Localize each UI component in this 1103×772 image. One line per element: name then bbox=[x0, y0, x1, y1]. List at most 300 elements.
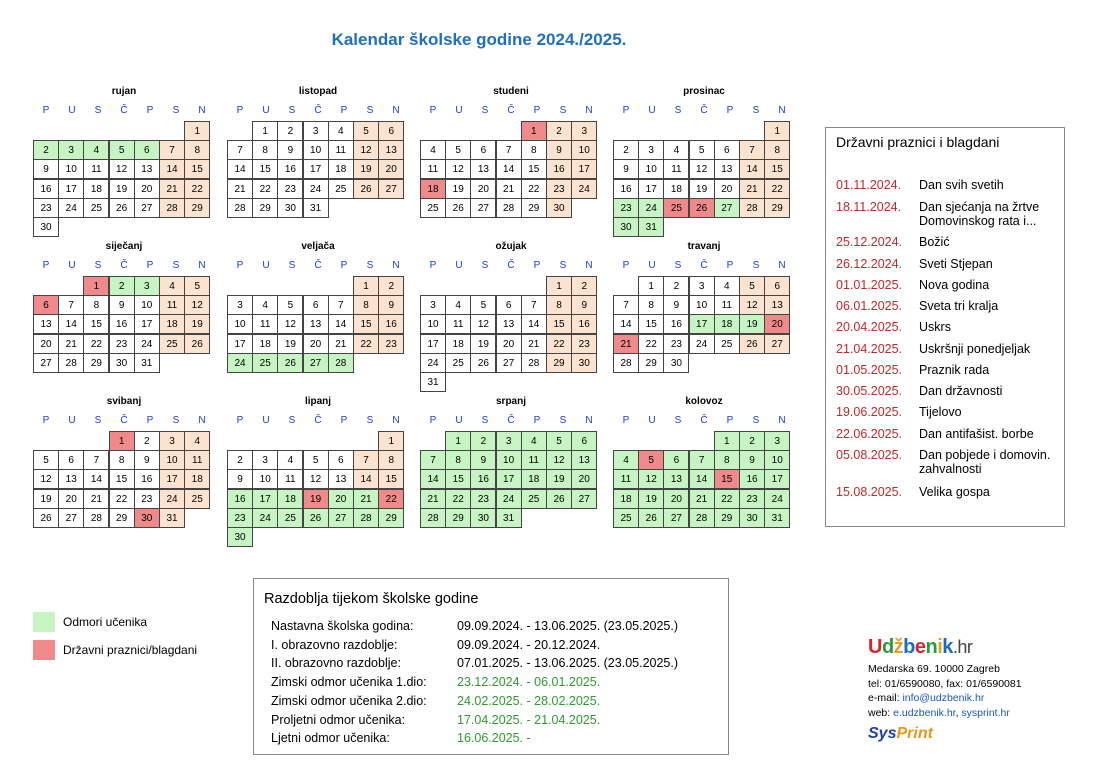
legend-vacation-label: Odmori učenika bbox=[63, 615, 148, 629]
vacation-day: 18 bbox=[277, 489, 303, 509]
vacation-day: 9 bbox=[739, 450, 765, 470]
weekend-day: 12 bbox=[739, 295, 765, 315]
empty-day bbox=[58, 217, 84, 237]
vacation-day: 24 bbox=[496, 489, 522, 509]
month-name: prosinac bbox=[683, 86, 725, 97]
weekday-header bbox=[227, 411, 409, 431]
week-row bbox=[227, 179, 409, 198]
week-row bbox=[613, 198, 795, 217]
day-cell: 9 bbox=[277, 140, 303, 160]
week-row bbox=[613, 489, 795, 508]
week-row bbox=[420, 450, 602, 469]
weekend-day: 10 bbox=[159, 450, 185, 470]
week-row bbox=[420, 121, 602, 140]
weekday-label: U bbox=[648, 105, 656, 116]
day-cell: 7 bbox=[496, 140, 522, 160]
day-cell: 21 bbox=[521, 334, 547, 354]
weekend-day: 30 bbox=[546, 198, 572, 218]
vacation-day: 28 bbox=[689, 508, 715, 528]
holiday-date: 01.01.2025. bbox=[836, 278, 903, 292]
empty-day bbox=[303, 527, 329, 547]
week-row bbox=[613, 276, 795, 295]
weekday-label: U bbox=[648, 260, 656, 271]
weekend-day: 18 bbox=[184, 469, 210, 489]
vacation-day: 18 bbox=[521, 469, 547, 489]
vacation-day: 15 bbox=[445, 469, 471, 489]
weekend-day: 15 bbox=[184, 159, 210, 179]
empty-day bbox=[546, 372, 572, 392]
day-cell: 3 bbox=[252, 450, 278, 470]
weekday-label: Č bbox=[314, 415, 322, 426]
vacation-day: 27 bbox=[303, 353, 329, 373]
day-cell: 4 bbox=[714, 276, 740, 296]
vacation-day: 4 bbox=[83, 140, 109, 160]
empty-day bbox=[420, 121, 446, 141]
weekend-day: 7 bbox=[739, 140, 765, 160]
day-cell: 26 bbox=[33, 508, 59, 528]
vacation-day: 29 bbox=[378, 508, 404, 528]
empty-day bbox=[58, 431, 84, 451]
empty-day bbox=[470, 372, 496, 392]
day-cell: 12 bbox=[689, 159, 715, 179]
vacation-day: 2 bbox=[739, 431, 765, 451]
empty-day bbox=[739, 353, 765, 373]
weekend-day: 29 bbox=[546, 353, 572, 373]
day-cell: 16 bbox=[663, 314, 689, 334]
vacation-day: 14 bbox=[689, 469, 715, 489]
weekday-label: P bbox=[146, 105, 154, 116]
weekend-day: 24 bbox=[159, 489, 185, 509]
weekend-day: 23 bbox=[571, 334, 597, 354]
weekend-day: 27 bbox=[378, 179, 404, 199]
empty-day bbox=[445, 121, 471, 141]
weekday-label: Č bbox=[507, 415, 515, 426]
weekend-day: 23 bbox=[546, 179, 572, 199]
period-row bbox=[271, 619, 678, 633]
day-cell: 25 bbox=[83, 198, 109, 218]
weekday-label: N bbox=[778, 105, 786, 116]
weekday-label: P bbox=[42, 260, 50, 271]
weekend-day: 14 bbox=[159, 159, 185, 179]
week-row bbox=[613, 353, 795, 372]
holiday-date: 25.12.2024. bbox=[836, 235, 903, 249]
day-cell: 12 bbox=[277, 314, 303, 334]
holiday-row bbox=[836, 257, 1064, 271]
period-label: Zimski odmor učenika 1.dio: bbox=[271, 675, 427, 690]
weekday-label: Č bbox=[700, 105, 708, 116]
period-row bbox=[271, 731, 531, 745]
weekend-day: 2 bbox=[378, 276, 404, 296]
empty-day bbox=[470, 276, 496, 296]
day-cell: 8 bbox=[252, 140, 278, 160]
empty-day bbox=[252, 431, 278, 451]
empty-day bbox=[739, 121, 765, 141]
weekday-label: S bbox=[559, 260, 567, 271]
weekend-day: 20 bbox=[378, 159, 404, 179]
vacation-day: 9 bbox=[470, 450, 496, 470]
week-row bbox=[227, 489, 409, 508]
vacation-day: 19 bbox=[739, 314, 765, 334]
legend-holiday-swatch bbox=[33, 640, 55, 660]
web-link-udzbenik[interactable]: e.udzbenik.hr bbox=[893, 706, 956, 719]
day-cell: 17 bbox=[134, 314, 160, 334]
day-cell: 12 bbox=[303, 469, 329, 489]
month-name: studeni bbox=[493, 86, 529, 97]
day-cell: 19 bbox=[277, 334, 303, 354]
holiday-day: 5 bbox=[638, 450, 664, 470]
vacation-day: 3 bbox=[134, 276, 160, 296]
day-cell: 13 bbox=[134, 159, 160, 179]
weekday-label: Č bbox=[120, 105, 128, 116]
weekday-label: P bbox=[340, 260, 348, 271]
holiday-name: Praznik rada bbox=[919, 363, 990, 377]
month-name: ožujak bbox=[495, 241, 527, 252]
weekend-day: 26 bbox=[184, 334, 210, 354]
week-row bbox=[420, 353, 602, 372]
vacation-day: 7 bbox=[689, 450, 715, 470]
week-row bbox=[613, 159, 795, 178]
weekday-header bbox=[613, 256, 795, 276]
weekday-label: P bbox=[42, 105, 50, 116]
vacation-day: 23 bbox=[470, 489, 496, 509]
vacation-day: 27 bbox=[714, 198, 740, 218]
weekday-label: U bbox=[648, 415, 656, 426]
week-row bbox=[33, 450, 215, 469]
day-cell: 27 bbox=[496, 353, 522, 373]
day-cell: 17 bbox=[58, 179, 84, 199]
holiday-name: Tijelovo bbox=[919, 405, 962, 419]
week-row bbox=[227, 159, 409, 178]
weekend-day: 4 bbox=[184, 431, 210, 451]
day-cell: 8 bbox=[109, 450, 135, 470]
empty-day bbox=[83, 217, 109, 237]
day-cell: 12 bbox=[470, 314, 496, 334]
weekday-label: P bbox=[340, 415, 348, 426]
empty-day bbox=[109, 217, 135, 237]
weekday-label: P bbox=[236, 260, 244, 271]
web-link-sysprint[interactable]: sysprint.hr bbox=[961, 706, 1010, 719]
weekday-label: S bbox=[559, 105, 567, 116]
holiday-day: 19 bbox=[303, 489, 329, 509]
empty-day bbox=[764, 353, 790, 373]
day-cell: 22 bbox=[252, 179, 278, 199]
day-cell: 9 bbox=[33, 159, 59, 179]
vacation-day: 26 bbox=[546, 489, 572, 509]
vacation-day: 28 bbox=[353, 508, 379, 528]
day-cell: 10 bbox=[252, 469, 278, 489]
day-cell: 2 bbox=[663, 276, 689, 296]
day-cell: 7 bbox=[227, 140, 253, 160]
day-cell: 28 bbox=[496, 198, 522, 218]
day-cell: 11 bbox=[328, 140, 354, 160]
vacation-day: 30 bbox=[739, 508, 765, 528]
weekend-day: 8 bbox=[764, 140, 790, 160]
day-cell: 10 bbox=[58, 159, 84, 179]
empty-day bbox=[184, 353, 210, 373]
day-cell: 14 bbox=[83, 469, 109, 489]
holiday-date: 01.11.2024. bbox=[836, 178, 902, 192]
weekend-day: 9 bbox=[378, 295, 404, 315]
day-cell: 15 bbox=[521, 159, 547, 179]
day-cell: 27 bbox=[58, 508, 84, 528]
empty-day bbox=[83, 431, 109, 451]
weekend-day: 17 bbox=[571, 159, 597, 179]
day-cell: 18 bbox=[328, 159, 354, 179]
holiday-row bbox=[836, 427, 1064, 441]
day-cell: 17 bbox=[303, 159, 329, 179]
week-row bbox=[227, 140, 409, 159]
day-cell: 10 bbox=[638, 159, 664, 179]
weekday-label: P bbox=[622, 105, 630, 116]
day-cell: 1 bbox=[252, 121, 278, 141]
weekend-day: 15 bbox=[764, 159, 790, 179]
weekday-label: S bbox=[94, 105, 102, 116]
week-row bbox=[420, 159, 602, 178]
empty-day bbox=[277, 276, 303, 296]
weekend-day: 8 bbox=[378, 450, 404, 470]
vacation-day: 25 bbox=[277, 508, 303, 528]
day-cell: 10 bbox=[303, 140, 329, 160]
vacation-day: 22 bbox=[445, 489, 471, 509]
day-cell: 6 bbox=[58, 450, 84, 470]
empty-day bbox=[739, 217, 765, 237]
weekend-day: 10 bbox=[571, 140, 597, 160]
empty-day bbox=[689, 353, 715, 373]
month-kolovoz bbox=[613, 393, 795, 527]
day-cell: 25 bbox=[714, 334, 740, 354]
day-cell: 26 bbox=[109, 198, 135, 218]
day-cell: 25 bbox=[420, 198, 446, 218]
month-name: listopad bbox=[298, 86, 338, 97]
weekend-day: 21 bbox=[739, 179, 765, 199]
vacation-day: 5 bbox=[109, 140, 135, 160]
day-cell: 5 bbox=[445, 140, 471, 160]
vacation-day: 28 bbox=[420, 508, 446, 528]
day-cell: 19 bbox=[689, 179, 715, 199]
weekday-label: S bbox=[481, 105, 489, 116]
weekday-label: U bbox=[455, 260, 463, 271]
vacation-day: 10 bbox=[764, 450, 790, 470]
day-cell: 4 bbox=[328, 121, 354, 141]
day-cell: 6 bbox=[303, 295, 329, 315]
day-cell: 14 bbox=[521, 314, 547, 334]
day-cell: 11 bbox=[420, 159, 446, 179]
day-cell: 24 bbox=[134, 334, 160, 354]
week-row bbox=[33, 140, 215, 159]
weekend-day: 17 bbox=[159, 469, 185, 489]
week-row bbox=[420, 489, 602, 508]
empty-day bbox=[638, 121, 664, 141]
day-cell: 28 bbox=[227, 198, 253, 218]
week-row bbox=[227, 353, 409, 372]
vacation-day: 20 bbox=[663, 489, 689, 509]
week-row bbox=[33, 276, 215, 295]
weekday-label: P bbox=[42, 415, 50, 426]
day-cell: 18 bbox=[663, 179, 689, 199]
week-row bbox=[420, 469, 602, 488]
weekend-day: 27 bbox=[764, 334, 790, 354]
weekend-day: 14 bbox=[739, 159, 765, 179]
month-lipanj bbox=[227, 393, 409, 546]
vacation-day: 24 bbox=[764, 489, 790, 509]
day-cell: 31 bbox=[420, 372, 446, 392]
week-row bbox=[33, 508, 215, 527]
vacation-day: 21 bbox=[689, 489, 715, 509]
holiday-name: Sveti Stjepan bbox=[919, 257, 993, 271]
vacation-day: 2 bbox=[470, 431, 496, 451]
weekday-label: S bbox=[172, 105, 180, 116]
empty-day bbox=[663, 217, 689, 237]
holiday-row bbox=[836, 235, 1064, 249]
empty-day bbox=[134, 217, 160, 237]
weekend-day: 5 bbox=[739, 276, 765, 296]
weekday-label: S bbox=[752, 415, 760, 426]
holiday-name: Dan antifašist. borbe bbox=[919, 427, 1034, 441]
vacation-day: 12 bbox=[546, 450, 572, 470]
day-cell: 23 bbox=[109, 334, 135, 354]
weekday-label: P bbox=[146, 260, 154, 271]
week-row bbox=[227, 450, 409, 469]
weekend-day: 19 bbox=[353, 159, 379, 179]
weekday-label: U bbox=[455, 105, 463, 116]
period-value: 16.06.2025. - bbox=[457, 731, 531, 746]
vacation-day: 28 bbox=[328, 353, 354, 373]
vacation-day: 2 bbox=[109, 276, 135, 296]
day-cell: 6 bbox=[470, 140, 496, 160]
vacation-day: 5 bbox=[546, 431, 572, 451]
legend-vacation bbox=[33, 612, 147, 632]
day-cell: 14 bbox=[58, 314, 84, 334]
day-cell: 6 bbox=[328, 450, 354, 470]
weekday-label: S bbox=[674, 415, 682, 426]
weekday-label: U bbox=[68, 105, 76, 116]
week-row bbox=[613, 469, 795, 488]
month-svibanj bbox=[33, 393, 215, 527]
email-link[interactable]: info@udzbenik.hr bbox=[902, 692, 985, 704]
day-cell: 8 bbox=[521, 140, 547, 160]
day-cell: 7 bbox=[83, 450, 109, 470]
weekday-label: Č bbox=[700, 415, 708, 426]
weekend-day: 3 bbox=[159, 431, 185, 451]
day-cell: 5 bbox=[277, 295, 303, 315]
day-cell: 22 bbox=[83, 334, 109, 354]
month-ožujak bbox=[420, 238, 602, 391]
empty-day bbox=[546, 508, 572, 528]
day-cell: 22 bbox=[638, 334, 664, 354]
weekend-day: 12 bbox=[353, 140, 379, 160]
day-cell: 3 bbox=[638, 140, 664, 160]
day-cell: 20 bbox=[58, 489, 84, 509]
day-cell: 28 bbox=[83, 508, 109, 528]
period-row bbox=[271, 675, 600, 689]
day-cell: 17 bbox=[227, 334, 253, 354]
vacation-day: 12 bbox=[638, 469, 664, 489]
day-cell: 23 bbox=[663, 334, 689, 354]
day-cell: 23 bbox=[134, 489, 160, 509]
weekday-header bbox=[33, 411, 215, 431]
weekend-day: 15 bbox=[353, 314, 379, 334]
week-row bbox=[420, 198, 602, 217]
vacation-day: 27 bbox=[328, 508, 354, 528]
day-cell: 11 bbox=[445, 314, 471, 334]
vacation-day: 30 bbox=[470, 508, 496, 528]
weekend-day: 7 bbox=[353, 450, 379, 470]
vacation-day: 31 bbox=[496, 508, 522, 528]
weekend-day: 8 bbox=[184, 140, 210, 160]
empty-day bbox=[420, 276, 446, 296]
day-cell: 1 bbox=[638, 276, 664, 296]
day-cell: 18 bbox=[252, 334, 278, 354]
weekend-day: 25 bbox=[184, 489, 210, 509]
weekday-label: Č bbox=[507, 105, 515, 116]
empty-day bbox=[328, 198, 354, 218]
vacation-day: 17 bbox=[689, 314, 715, 334]
weekend-day: 2 bbox=[571, 276, 597, 296]
weekday-label: N bbox=[198, 260, 206, 271]
week-row bbox=[33, 431, 215, 450]
holiday-day: 22 bbox=[378, 489, 404, 509]
holiday-row bbox=[836, 485, 1064, 499]
vacation-day: 25 bbox=[613, 508, 639, 528]
weekday-label: S bbox=[674, 260, 682, 271]
day-cell: 7 bbox=[328, 295, 354, 315]
weekday-label: S bbox=[366, 105, 374, 116]
month-name: lipanj bbox=[304, 396, 332, 407]
day-cell: 19 bbox=[109, 179, 135, 199]
day-cell: 14 bbox=[613, 314, 639, 334]
week-row bbox=[33, 179, 215, 198]
week-row bbox=[420, 372, 602, 391]
weekday-label: U bbox=[68, 415, 76, 426]
week-row bbox=[227, 295, 409, 314]
empty-day bbox=[714, 353, 740, 373]
weekday-label: N bbox=[392, 260, 400, 271]
vacation-day: 2 bbox=[33, 140, 59, 160]
weekend-day: 18 bbox=[159, 314, 185, 334]
vacation-day: 6 bbox=[663, 450, 689, 470]
week-row bbox=[613, 140, 795, 159]
month-name: kolovoz bbox=[685, 396, 723, 407]
empty-day bbox=[613, 121, 639, 141]
day-cell: 22 bbox=[109, 489, 135, 509]
vacation-day: 17 bbox=[252, 489, 278, 509]
empty-day bbox=[571, 198, 597, 218]
weekend-day: 16 bbox=[546, 159, 572, 179]
week-row bbox=[33, 314, 215, 333]
vacation-day: 24 bbox=[638, 198, 664, 218]
weekend-day: 28 bbox=[739, 198, 765, 218]
holiday-date: 26.12.2024. bbox=[836, 257, 903, 271]
day-cell: 29 bbox=[109, 508, 135, 528]
day-cell: 10 bbox=[134, 295, 160, 315]
week-row bbox=[227, 276, 409, 295]
day-cell: 29 bbox=[638, 353, 664, 373]
day-cell: 12 bbox=[445, 159, 471, 179]
weekday-label: U bbox=[262, 260, 270, 271]
vacation-day: 8 bbox=[445, 450, 471, 470]
day-cell: 21 bbox=[496, 179, 522, 199]
vacation-day: 24 bbox=[252, 508, 278, 528]
day-cell: 7 bbox=[58, 295, 84, 315]
day-cell: 5 bbox=[303, 450, 329, 470]
weekend-day: 9 bbox=[571, 295, 597, 315]
holiday-row bbox=[836, 178, 1064, 192]
weekday-label: P bbox=[726, 105, 734, 116]
week-row bbox=[227, 121, 409, 140]
period-label: II. obrazovno razdoblje: bbox=[271, 656, 401, 671]
week-row bbox=[227, 334, 409, 353]
day-cell: 20 bbox=[303, 334, 329, 354]
